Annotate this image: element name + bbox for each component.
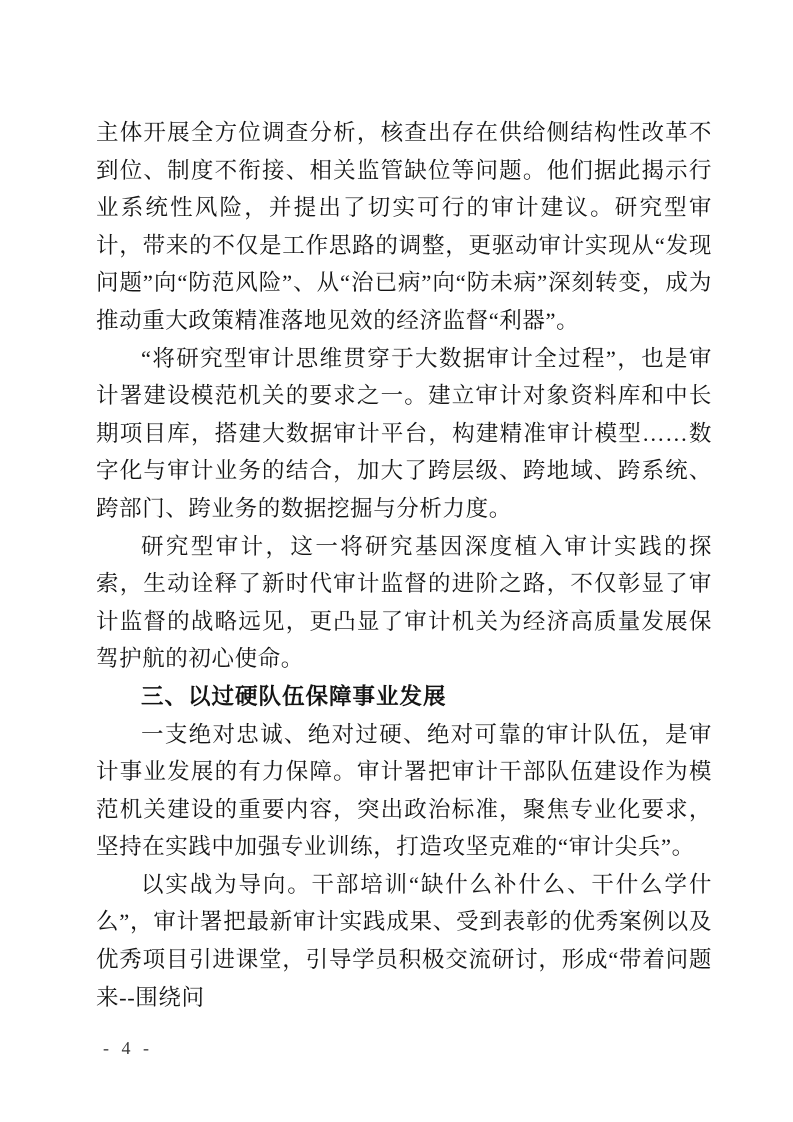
document-body	[96, 114, 712, 1016]
body-paragraph-continuation: 主体开展全方位调查分析，核查出存在供给侧结构性改革不到位、制度不衔接、相关监管缺位等问题。他们据此揭示行业系统性风险，并提出了切实可行的审计建议。研究型审计，带来的不仅是工作思路的调整，更驱动审计实现从“发现问题”向“防范风险”、从“治已病”向“防未病”深刻转变，成为推动重大政策精准落地见效的经济监督“利器”。	[96, 120, 712, 333]
section-heading-3: 三、以过硬队伍保障事业发展	[141, 683, 447, 709]
body-paragraph-training-cutoff: 以实战为导向。干部培训“缺什么补什么、干什么学什么”，审计署把最新审计实践成果、受到表彰的优秀案例以及优秀项目引进课堂，引导学员积极交流研讨，形成“带着问题来--围绕问	[96, 871, 712, 1010]
body-paragraph-big-data-audit: “将研究型审计思维贯穿于大数据审计全过程”，也是审计署建设模范机关的要求之一。建立审计对象资料库和中长期项目库，搭建大数据审计平台，构建精准审计模型……数字化与审计业务的结合，加大了跨层级、跨地域、跨系统、跨部门、跨业务的数据挖掘与分析力度。	[96, 345, 712, 521]
body-paragraph-research-audit-summary: 研究型审计，这一将研究基因深度植入审计实践的探索，生动诠释了新时代审计监督的进阶之路，不仅彰显了审计监督的战略远见，更凸显了审计机关为经济高质量发展保驾护航的初心使命。	[96, 533, 712, 672]
body-paragraph-audit-team: 一支绝对忠诚、绝对过硬、绝对可靠的审计队伍，是审计事业发展的有力保障。审计署把审计干部队伍建设作为模范机关建设的重要内容，突出政治标准，聚焦专业化要求，坚持在实践中加强专业训练，打造攻坚克难的“审计尖兵”。	[96, 721, 712, 860]
page-number: - 4 -	[103, 1038, 153, 1058]
